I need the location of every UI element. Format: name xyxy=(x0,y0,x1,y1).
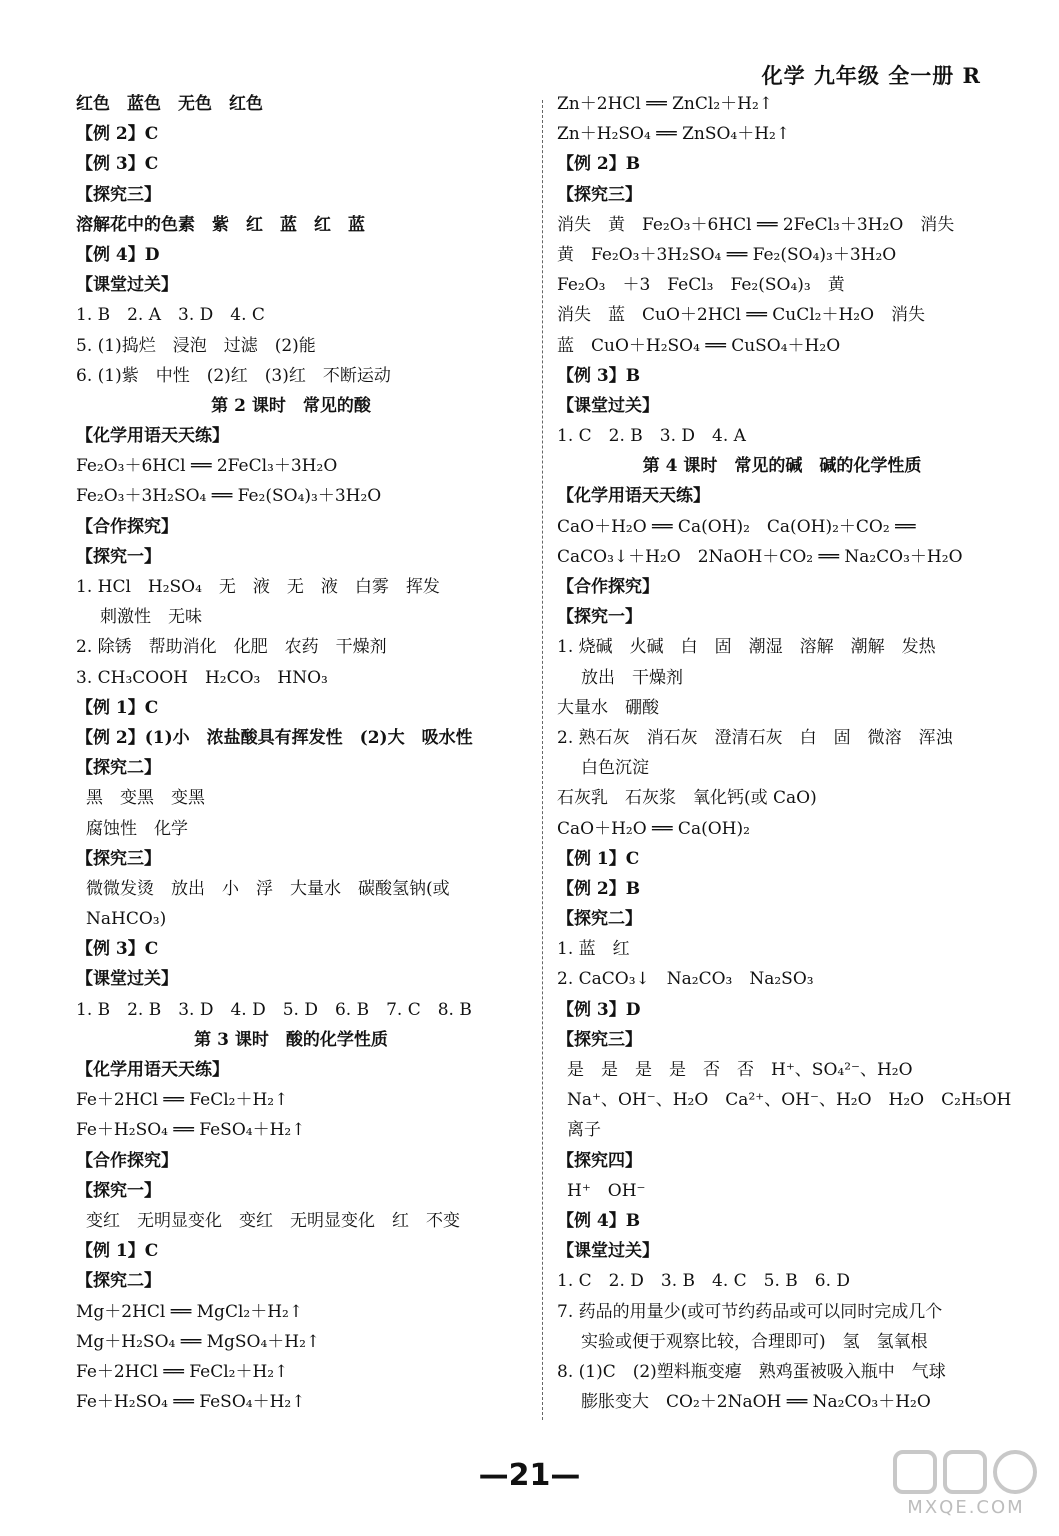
page-header: 化学 九年级 全一册 R xyxy=(761,63,981,88)
answer-line: 【探究三】 xyxy=(557,1029,642,1050)
answer-line: 2. 熟石灰 消石灰 澄清石灰 白 固 微溶 浑浊 xyxy=(557,727,953,748)
answer-line: 【探究三】 xyxy=(557,184,642,205)
answer-line: 【探究三】 xyxy=(76,848,161,869)
answer-line: 白色沉淀 xyxy=(581,758,649,779)
answer-line: 8. (1)C (2)塑料瓶变瘪 熟鸡蛋被吸入瓶中 气球 xyxy=(557,1361,946,1382)
answer-line: CaO＋H₂O ══ Ca(OH)₂ Ca(OH)₂＋CO₂ ══ xyxy=(557,516,916,537)
answer-line: 【合作探究】 xyxy=(76,1150,178,1171)
answer-line: 【例 2】B xyxy=(557,878,641,899)
answer-line: Fe＋H₂SO₄ ══ FeSO₄＋H₂↑ xyxy=(76,1392,306,1413)
lesson-title: 第 3 课时 酸的化学性质 xyxy=(194,1029,388,1050)
answer-line: 【例 3】B xyxy=(557,365,641,386)
answer-line: 【探究二】 xyxy=(557,909,642,930)
answer-line: 【合作探究】 xyxy=(557,577,659,597)
answer-line: 1. C 2. D 3. B 4. C 5. B 6. D xyxy=(557,1271,851,1292)
answer-line: 1. 烧碱 火碱 白 固 潮湿 溶解 潮解 发热 xyxy=(557,637,936,658)
answer-line: 【例 3】D xyxy=(557,999,641,1020)
answer-line: 【例 1】C xyxy=(76,697,159,718)
answer-line: 大量水 硼酸 xyxy=(557,697,659,718)
answer-line: 溶解花中的色素 紫 红 蓝 红 蓝 xyxy=(76,214,365,235)
answer-line: 蓝 CuO＋H₂SO₄ ══ CuSO₄＋H₂O xyxy=(557,335,841,356)
answer-line: 实验或便于观察比较，合理即可) 氢 氢氧根 xyxy=(581,1331,928,1352)
answer-line: 【例 4】D xyxy=(76,244,160,265)
column-divider xyxy=(542,100,543,1420)
answer-line: 【课堂过关】 xyxy=(76,969,178,990)
answer-line: CaO＋H₂O ══ Ca(OH)₂ xyxy=(557,818,750,839)
page-number: —21— xyxy=(478,1458,581,1493)
answer-line: Na⁺、OH⁻、H₂O Ca²⁺、OH⁻、H₂O H₂O C₂H₅OH xyxy=(567,1090,1012,1111)
answer-line: 1. 蓝 红 xyxy=(557,939,630,960)
answer-line: H⁺ OH⁻ xyxy=(567,1180,646,1201)
answer-line: 【探究三】 xyxy=(76,184,161,205)
answer-line: 【探究二】 xyxy=(76,758,161,779)
answer-line: 【课堂过关】 xyxy=(76,275,178,296)
answer-line: 【课堂过关】 xyxy=(557,1241,659,1262)
answer-line: Zn＋H₂SO₄ ══ ZnSO₄＋H₂↑ xyxy=(557,124,791,145)
answer-line: Zn＋2HCl ══ ZnCl₂＋H₂↑ xyxy=(557,94,774,114)
watermark-logo-icon xyxy=(891,1446,1041,1518)
answer-line: 【探究四】 xyxy=(557,1150,642,1171)
answer-line: 1. B 2. A 3. D 4. C xyxy=(76,305,265,326)
answer-line: 【化学用语天天练】 xyxy=(557,486,710,507)
answer-line: Fe＋2HCl ══ FeCl₂＋H₂↑ xyxy=(76,1090,289,1111)
answer-line: Mg＋H₂SO₄ ══ MgSO₄＋H₂↑ xyxy=(76,1331,321,1352)
answer-line: 7. 药品的用量少(或可节约药品或可以同时完成几个 xyxy=(557,1301,943,1322)
answer-line: 【例 3】C xyxy=(76,939,159,960)
answer-line: 红色 蓝色 无色 红色 xyxy=(76,94,263,114)
answer-line: Fe₂O₃＋6HCl ══ 2FeCl₃＋3H₂O xyxy=(76,456,338,477)
answer-line: 【探究二】 xyxy=(76,1271,161,1292)
answer-line: 2. 除锈 帮助消化 化肥 农药 干燥剂 xyxy=(76,637,387,658)
answer-line: 刺激性 无味 xyxy=(100,607,202,628)
answer-line: Fe＋H₂SO₄ ══ FeSO₄＋H₂↑ xyxy=(76,1120,306,1141)
answer-line: 【例 2】B xyxy=(557,154,641,175)
right-column xyxy=(557,89,1012,1417)
answer-line: 【例 2】C xyxy=(76,124,159,145)
answer-line: NaHCO₃) xyxy=(86,909,167,930)
answer-line: 是 是 是 是 否 否 H⁺、SO₄²⁻、H₂O xyxy=(567,1060,913,1080)
answer-line: Fe＋2HCl ══ FeCl₂＋H₂↑ xyxy=(76,1361,289,1382)
answer-line: 膨胀变大 CO₂＋2NaOH ══ Na₂CO₃＋H₂O xyxy=(581,1392,931,1413)
lesson-title: 第 4 课时 常见的碱 碱的化学性质 xyxy=(642,456,922,477)
answer-line: 3. CH₃COOH H₂CO₃ HNO₃ xyxy=(76,667,328,688)
answer-line: 【探究一】 xyxy=(557,607,642,628)
answer-line: 1. C 2. B 3. D 4. A xyxy=(557,426,746,447)
answer-line: 1. B 2. B 3. D 4. D 5. D 6. B 7. C 8. B xyxy=(76,999,472,1020)
answer-line: 【例 1】C xyxy=(557,848,640,869)
answer-line: 【化学用语天天练】 xyxy=(76,1060,229,1080)
answer-line: 离子 xyxy=(567,1120,601,1141)
answer-line: 消失 黄 Fe₂O₃＋6HCl ══ 2FeCl₃＋3H₂O 消失 xyxy=(557,214,955,235)
answer-line: 2. CaCO₃↓ Na₂CO₃ Na₂SO₃ xyxy=(557,969,814,990)
answer-line: 变红 无明显变化 变红 无明显变化 红 不变 xyxy=(86,1210,460,1231)
answer-line: 【化学用语天天练】 xyxy=(76,426,229,447)
answer-line: Fe₂O₃ ＋3 FeCl₃ Fe₂(SO₄)₃ 黄 xyxy=(557,275,845,296)
answer-line: 【例 1】C xyxy=(76,1241,159,1262)
answer-line: 【课堂过关】 xyxy=(557,395,659,416)
answer-line: 黄 Fe₂O₃＋3H₂SO₄ ══ Fe₂(SO₄)₃＋3H₂O xyxy=(557,244,897,265)
answer-line: 腐蚀性 化学 xyxy=(86,818,188,839)
answer-line: Mg＋2HCl ══ MgCl₂＋H₂↑ xyxy=(76,1301,304,1322)
answer-line: 消失 蓝 CuO＋2HCl ══ CuCl₂＋H₂O 消失 xyxy=(557,305,926,326)
answer-line: Fe₂O₃＋3H₂SO₄ ══ Fe₂(SO₄)₃＋3H₂O xyxy=(76,486,382,507)
answer-line: 【探究一】 xyxy=(76,1180,161,1201)
answer-stamp-logo-icon xyxy=(891,1446,1041,1498)
watermark-text: MXQE.COM xyxy=(907,1497,1025,1518)
answer-line: CaCO₃↓＋H₂O 2NaOH＋CO₂ ══ Na₂CO₃＋H₂O xyxy=(557,546,963,567)
answer-line: 【例 2】(1)小 浓盐酸具有挥发性 (2)大 吸水性 xyxy=(76,727,473,748)
answer-line: 5. (1)捣烂 浸泡 过滤 (2)能 xyxy=(76,335,316,356)
answer-line: 微微发烫 放出 小 浮 大量水 碳酸氢钠(或 xyxy=(86,878,450,899)
answer-line: 6. (1)紫 中性 (2)红 (3)红 不断运动 xyxy=(76,365,391,386)
answer-line: 1. HCl H₂SO₄ 无 液 无 液 白雾 挥发 xyxy=(76,577,440,597)
lesson-title: 第 2 课时 常见的酸 xyxy=(211,395,371,416)
answer-line: 石灰乳 石灰浆 氧化钙(或 CaO) xyxy=(557,788,817,809)
answer-line: 黑 变黑 变黑 xyxy=(86,788,205,809)
answer-line: 放出 干燥剂 xyxy=(581,667,683,688)
answer-line: 【合作探究】 xyxy=(76,516,178,537)
answer-line: 【探究一】 xyxy=(76,546,161,567)
answer-line: 【例 3】C xyxy=(76,154,159,175)
left-column xyxy=(76,89,506,1417)
answer-line: 【例 4】B xyxy=(557,1210,641,1231)
